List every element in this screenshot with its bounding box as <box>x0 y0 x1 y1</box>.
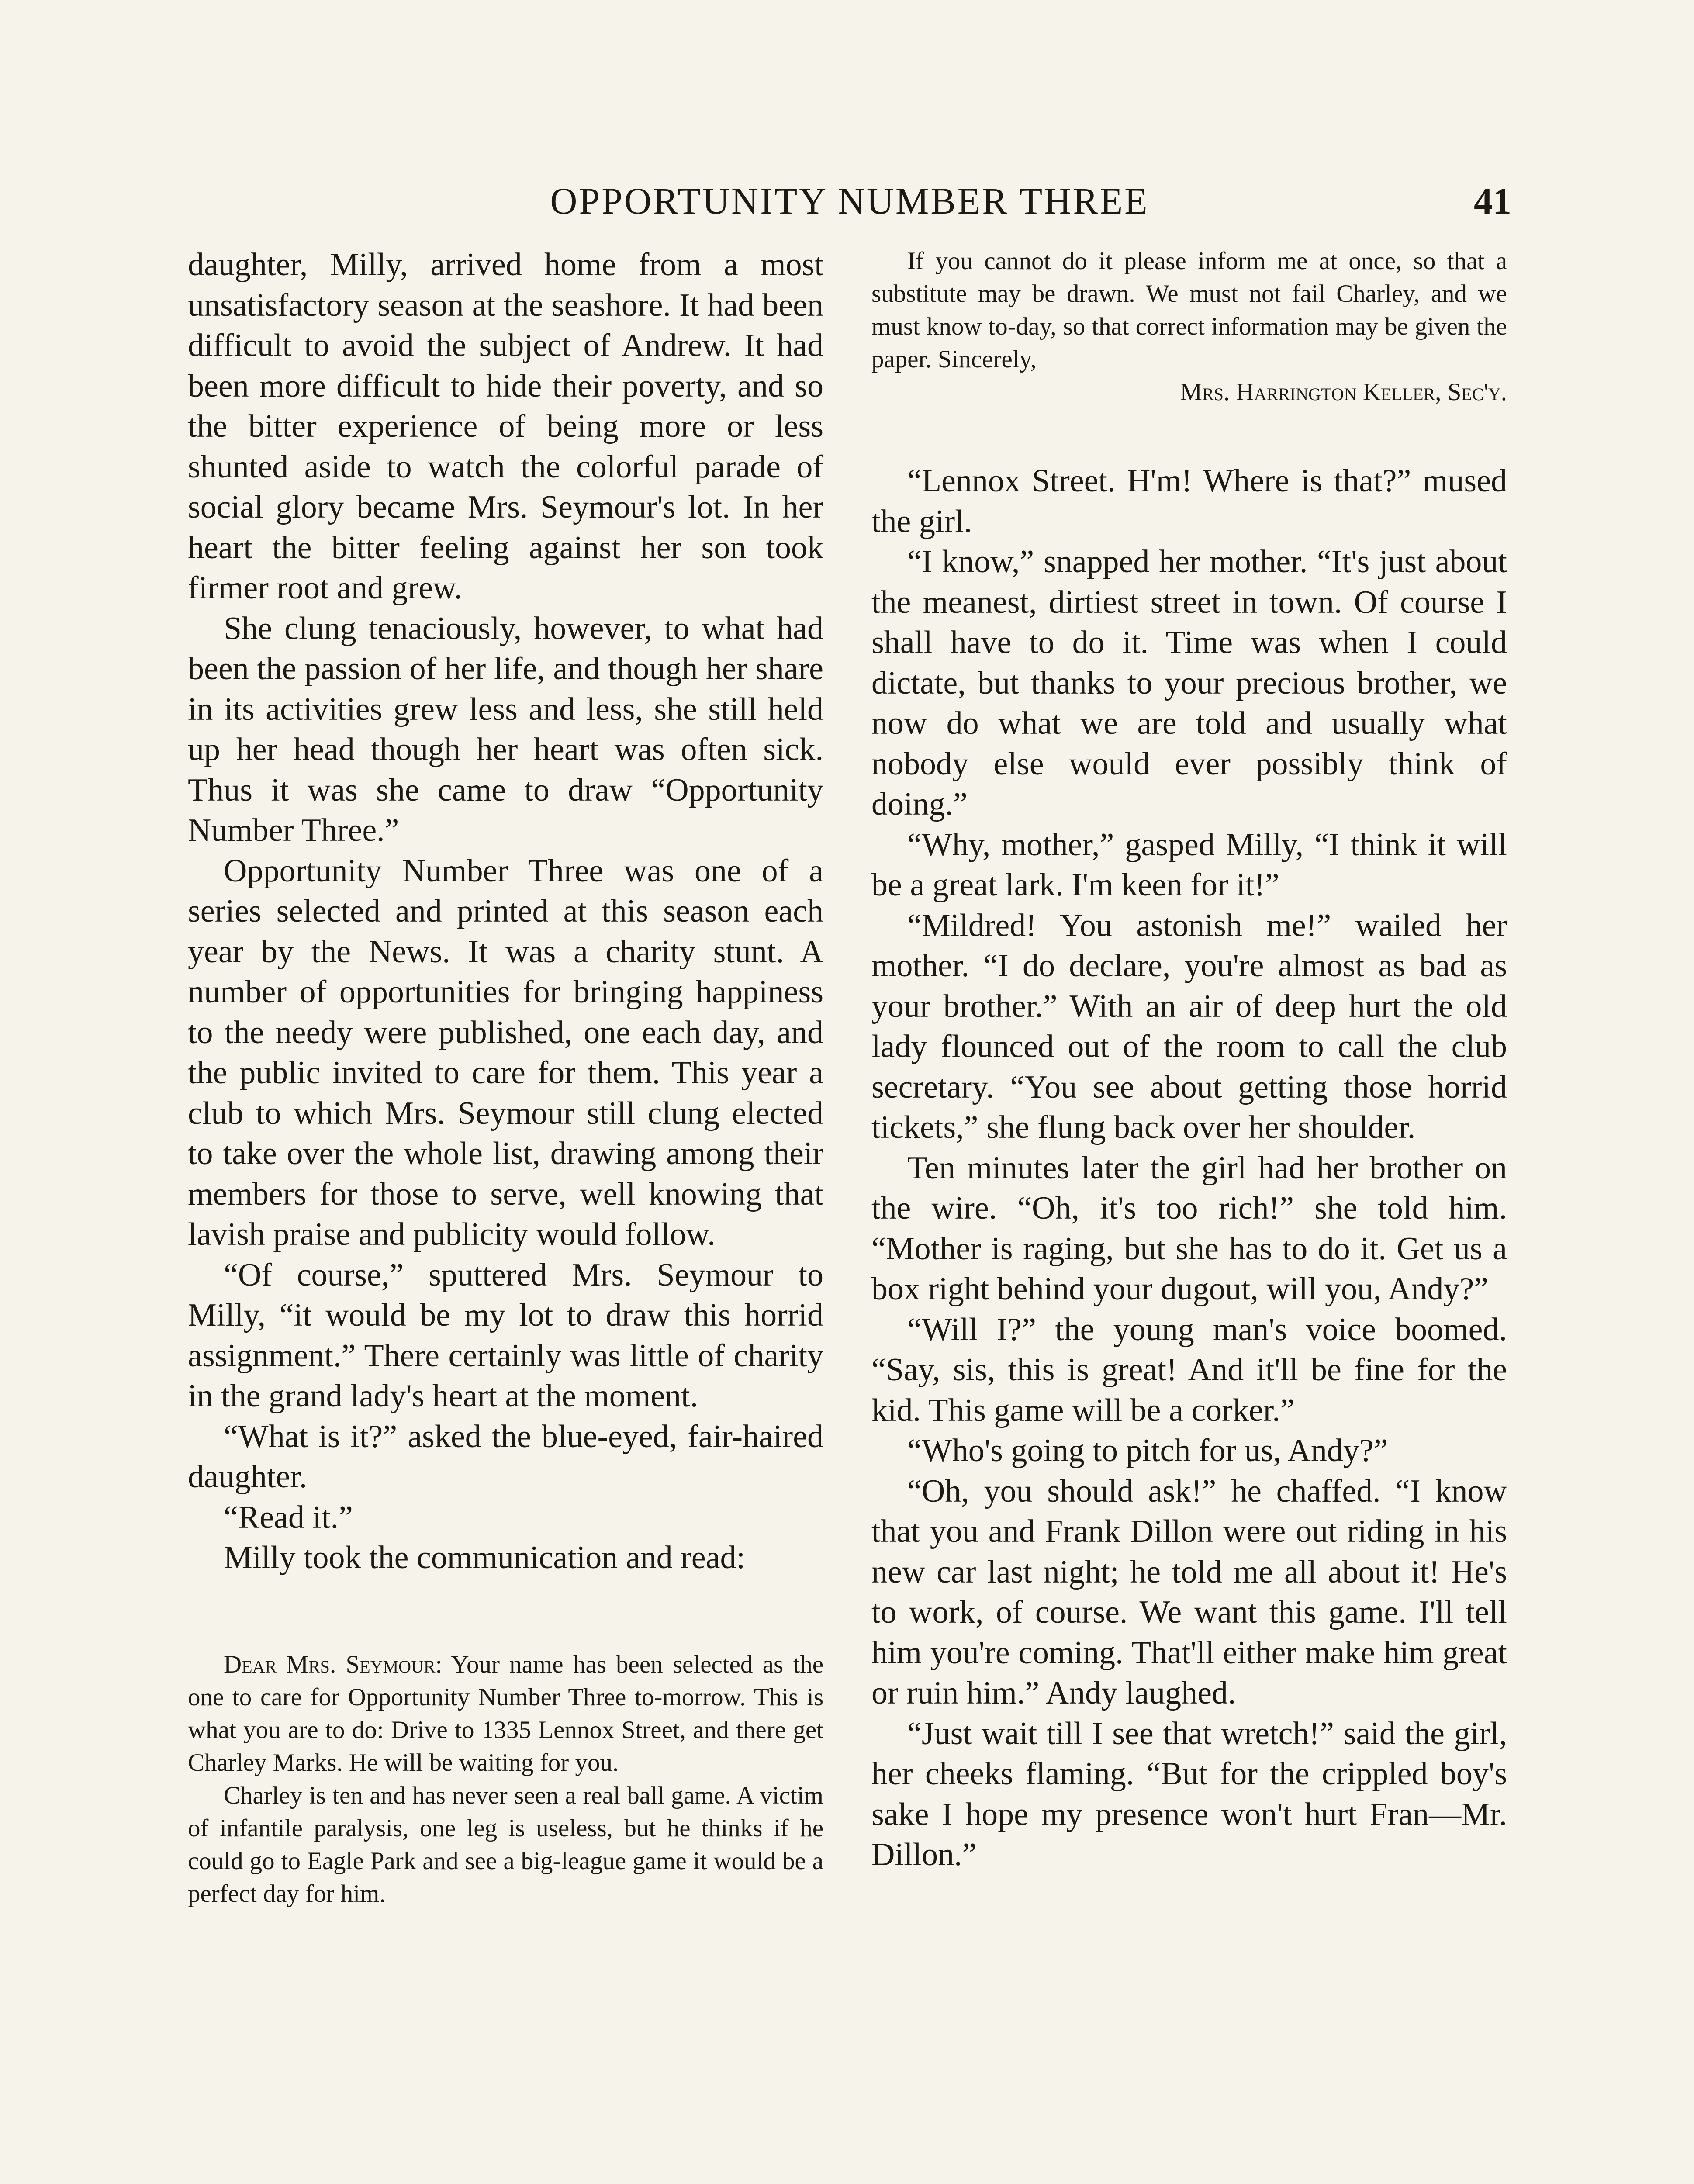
paragraph: Opportunity Number Three was one of a series selected and printed at this season each year by the News. It was a charity stunt. A number of opportunities for bringing happiness to the needy were published, one each day, and the public invited to care for them. This year a club to which Mrs. Seymour still clung elected to take over the whole list, drawing among their members for those to serve, well knowing that lavish praise and publicity would follow. <box>188 853 823 1252</box>
letter-paragraph: Charley is ten and has never seen a real ball game. A victim of infantile paralysis, one leg is useless, but he thinks if he could go to Eagle Park and see a big-league game it would be a perfect day for him. <box>188 1781 823 1908</box>
paragraph: daughter, Milly, arrived home from a most unsatisfactory season at the seashore. It had been difficult to avoid the subject of Andrew. It had been more difficult to hide their poverty, and so the bitter experience of being more or less shunted aside to watch the colorful parade of social glory became Mrs. Seymour's lot. In her heart the bitter feeling against her son took firmer root and grew. <box>188 247 823 606</box>
left-column <box>188 245 823 1910</box>
letter-block <box>188 1648 823 1910</box>
right-column <box>871 245 1507 1875</box>
spacer <box>871 408 1507 461</box>
spacer <box>188 1578 823 1648</box>
paragraph: “Read it.” <box>224 1499 353 1535</box>
letter-salutation: Dear Mrs. Seymour: <box>224 1650 443 1678</box>
page-header <box>188 173 1511 229</box>
paragraph: Milly took the communication and read: <box>224 1540 746 1576</box>
paragraph: She clung tenaciously, however, to what had been the passion of her life, and though her share in its activities grew less and less, she still held up her head though her heart was often sick. Thus it was she came to draw “Opportunity Number Three.” <box>188 610 823 848</box>
letter-text: Your name has been selected as the one to care for Opportunity Number Three to-morrow. This is what you are to do: Drive to 1335 Lennox Street, and there get Charley Marks. He will be waiting for you. <box>188 1650 824 1776</box>
paragraph: “I know,” snapped her mother. “It's just about the meanest, dirtiest street in town. Of course I shall have to do it. Time was when I could dictate, but thanks to your precious brother, we now do what we are told and usually what nobody else would ever possibly think of doing.” <box>871 544 1507 822</box>
paragraph: “What is it?” asked the blue-eyed, fair-haired daughter. <box>188 1418 823 1495</box>
page-number: 41 <box>1474 180 1511 222</box>
letter-signature: Mrs. Harrington Keller, Sec'y. <box>1180 378 1507 406</box>
paragraph: Ten minutes later the girl had her brother on the wire. “Oh, it's too rich!” she told him. “Mother is raging, but she has to do it. Get us a box right behind your dugout, will you, Andy?” <box>871 1150 1507 1307</box>
paragraph: “Mildred! You astonish me!” wailed her mother. “I do declare, you're almost as bad as your brother.” With an air of deep hurt the old lady flounced out of the room to call the club secretary. “You see about getting those horrid tickets,” she flung back over her shoulder. <box>871 907 1507 1145</box>
letter-paragraph <box>188 1648 823 1779</box>
paragraph: “Will I?” the young man's voice boomed. “Say, sis, this is great! And it'll be fine for the kid. This game will be a corker.” <box>871 1311 1507 1428</box>
paragraph: “Oh, you should ask!” he chaffed. “I know that you and Frank Dillon were out riding in his new car last night; he told me all about it! He's to work, of course. We want this game. I'll tell him you're coming. That'll either make him great or ruin him.” Andy laughed. <box>871 1473 1507 1711</box>
paragraph: “Why, mother,” gasped Milly, “I think it will be a great lark. I'm keen for it!” <box>871 826 1507 903</box>
paragraph: “Lennox Street. H'm! Where is that?” mused the girl. <box>871 463 1507 539</box>
paragraph: “Just wait till I see that wretch!” said the girl, her cheeks flaming. “But for the crippled boy's sake I hope my presence won't hurt Fran—Mr. Dillon.” <box>871 1715 1507 1873</box>
paragraph: “Of course,” sputtered Mrs. Seymour to Milly, “it would be my lot to draw this horrid assignment.” There certainly was little of charity in the grand lady's heart at the moment. <box>188 1257 823 1414</box>
paragraph: “Who's going to pitch for us, Andy?” <box>907 1433 1388 1469</box>
letter-block-continued <box>871 245 1507 408</box>
running-title: OPPORTUNITY NUMBER THREE <box>550 180 1149 222</box>
letter-paragraph: If you cannot do it please inform me at once, so that a substitute may be drawn. We must not fail Charley, and we must know to-day, so that correct information may be given the paper. Sincerely, <box>871 247 1507 373</box>
